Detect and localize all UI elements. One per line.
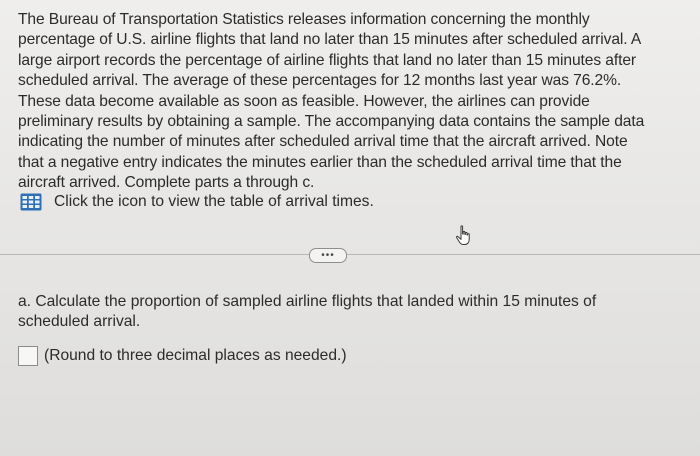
hand-pointer-icon: [455, 225, 473, 247]
view-table-link[interactable]: [20, 192, 374, 212]
problem-line: aircraft arrived. Complete parts a through c.: [18, 174, 315, 192]
problem-line: that a negative entry indicates the minutes earlier than the scheduled arrival time that the: [18, 153, 622, 171]
part-a-line: scheduled arrival.: [18, 313, 141, 330]
view-table-label[interactable]: Click the icon to view the table of arrival times.: [54, 193, 374, 210]
problem-statement: [18, 10, 690, 194]
answer-input[interactable]: [18, 346, 38, 366]
problem-line: The Bureau of Transportation Statistics releases information concerning the monthly: [18, 11, 590, 28]
table-grid-icon[interactable]: [20, 193, 42, 211]
answer-row: [18, 346, 347, 366]
part-a-question: [18, 292, 678, 332]
expand-button[interactable]: •••: [309, 248, 347, 263]
part-a-line: a. Calculate the proportion of sampled airline flights that landed within 15 minutes of: [18, 293, 597, 310]
problem-line: percentage of U.S. airline flights that land no later than 15 minutes after scheduled arrival. A: [18, 31, 642, 49]
problem-line: preliminary results by obtaining a sample. The accompanying data contains the sample data: [18, 113, 645, 131]
problem-line: large airport records the percentage of airline flights that land no later than 15 minutes after: [18, 51, 636, 69]
section-divider: [0, 254, 700, 255]
problem-line: These data become available as soon as feasible. However, the airlines can provide: [18, 92, 590, 110]
rounding-hint: (Round to three decimal places as needed.): [44, 347, 347, 364]
problem-line: indicating the number of minutes after scheduled arrival time that the aircraft arrived. Note: [18, 133, 628, 151]
problem-line: scheduled arrival. The average of these percentages for 12 months last year was 76.2%.: [18, 72, 622, 90]
